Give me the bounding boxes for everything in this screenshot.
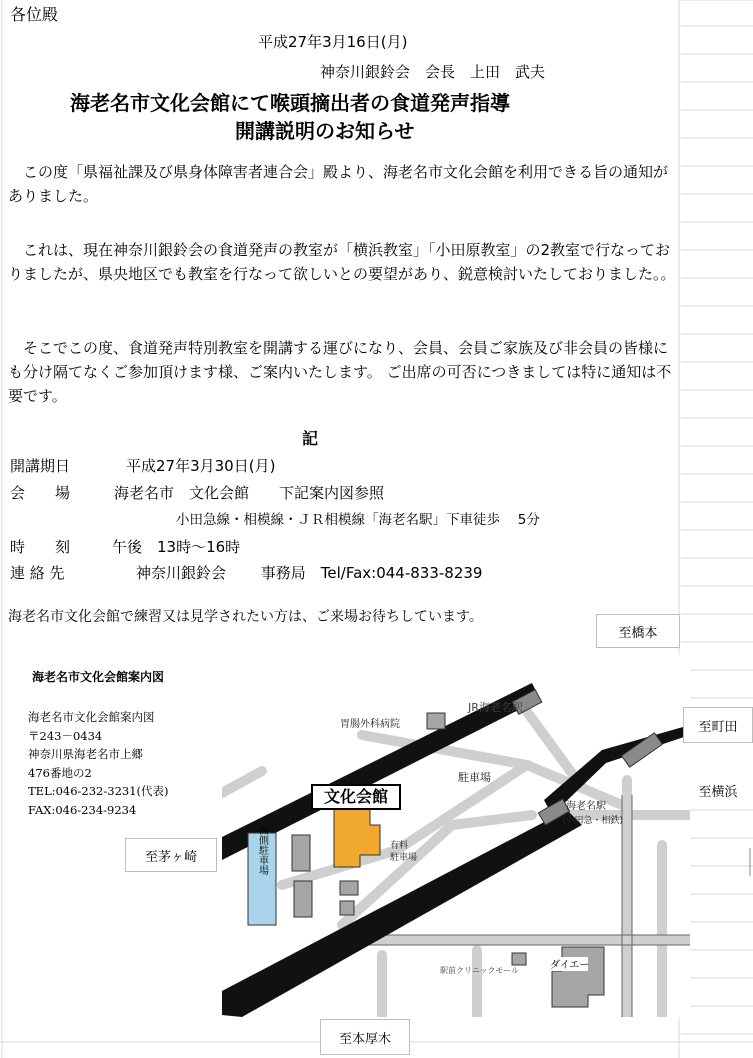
- clinic-building: [512, 953, 526, 965]
- paid-parking-label: 駐車場: [390, 853, 418, 863]
- hospital-label: 胃腸外科病院: [340, 719, 400, 730]
- venue-map: [222, 655, 690, 1017]
- bunka-kaikan-label: 文化会館: [323, 787, 389, 806]
- note: 海老名市文化会館で練習又は見学されたい方は、ご来場お待ちしています。: [8, 609, 483, 625]
- map-heading: 海老名市文化会館案内図: [32, 670, 165, 684]
- address-line: 神奈川県海老名市上郷: [28, 747, 143, 762]
- address-line: 〒243－0434: [28, 728, 103, 743]
- hospital-building: [427, 713, 445, 729]
- time-label: 時 刻: [10, 538, 71, 556]
- addressee: 各位殿: [10, 5, 59, 24]
- sender: 神奈川銀鈴会 会長 上田 武夫: [320, 63, 546, 81]
- paragraph-2: これは、現在神奈川銀鈴会の食道発声の教室が「横浜教室」「小田原教室」の2教室で行なっておりましたが、県央地区でも教室を行なって欲しいとの要望があり、鋭意検討いたしておりました。。: [8, 241, 676, 283]
- access-info: 小田急線・相模線・ＪＲ相模線「海老名駅」下車徒歩 5分: [176, 512, 540, 528]
- ebina-station-label: 海老名駅: [566, 801, 606, 812]
- address-line: 海老名市文化会館案内図: [28, 710, 155, 724]
- paid-parking-label: 有料: [390, 841, 409, 851]
- direction-honatsugi: 至本厚木: [320, 1019, 410, 1055]
- west-parking-label: 西側駐車場: [256, 825, 268, 875]
- building: [294, 881, 312, 917]
- contact-value: 神奈川銀鈴会 事務局 Tel/Fax:044-833-8239: [136, 564, 483, 582]
- contact-label: 連 絡 先: [10, 564, 65, 582]
- direction-machida: 至町田: [683, 707, 753, 743]
- direction-chigasaki: 至茅ヶ崎: [125, 838, 217, 872]
- jr-station-label: JR海老名駅: [468, 701, 523, 714]
- period-label: 開講期日: [10, 457, 71, 475]
- direction-yokohama: 至横浜: [683, 772, 753, 808]
- date: 平成27年3月16日(月): [258, 33, 408, 51]
- daiei-label: ダイエー: [550, 960, 590, 971]
- direction-hashimoto: 至橋本: [596, 614, 680, 648]
- parking-label: 駐車場: [458, 771, 491, 784]
- building: [340, 901, 354, 915]
- building: [340, 881, 358, 895]
- time-value: 午後 13時～16時: [112, 538, 241, 556]
- address-line: 476番地の2: [28, 765, 92, 780]
- address-line: TEL:046-232-3231(代表): [28, 784, 169, 799]
- building: [292, 835, 310, 871]
- title-line-2: 開講説明のお知らせ: [235, 119, 415, 143]
- clinic-mall-label: 駅前クリニックモール: [440, 966, 520, 975]
- ki-heading: 記: [302, 429, 319, 448]
- address-line: FAX:046-234-9234: [28, 802, 137, 817]
- paragraph-1: この度「県福祉課及び県身体障害者連合会」殿より、海老名市文化会館を利用できる旨の通知がありました。: [8, 163, 669, 205]
- paragraph-3: そこでこの度、食道発声特別教室を開講する運びになり、会員、会員ご家族及び非会員の皆様にも分け隔てなくご参加頂けます様、ご案内いたします。 ご出席の可否につきましては特に通知は不要です。: [8, 339, 672, 405]
- venue-label: 会 場: [10, 484, 71, 502]
- period-value: 平成27年3月30日(月): [126, 457, 276, 475]
- ebina-station-lines: (小田急・相鉄): [562, 816, 624, 826]
- venue-value: 海老名市 文化会館 下記案内図参照: [114, 484, 385, 502]
- title-line-1: 海老名市文化会館にて喉頭摘出者の食道発声指導: [70, 91, 510, 115]
- address-block: [28, 708, 169, 820]
